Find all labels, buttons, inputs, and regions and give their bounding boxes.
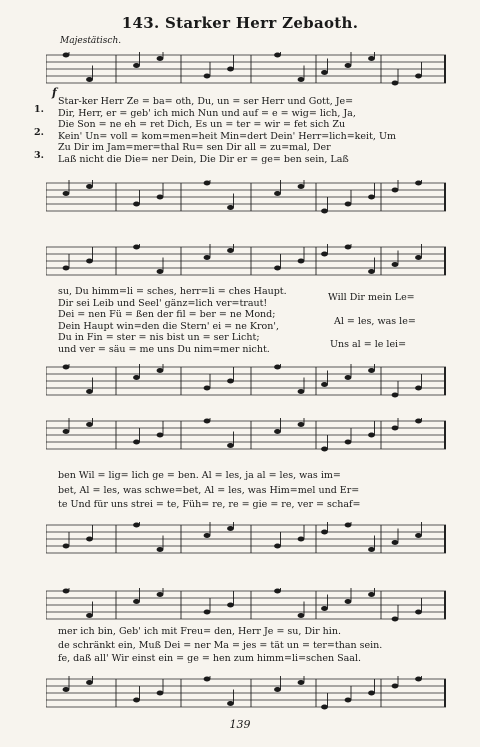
verse-number: 2. (34, 127, 44, 138)
note-head (204, 677, 211, 682)
note-head (133, 599, 140, 604)
note-head (321, 70, 328, 75)
note-head (157, 592, 164, 597)
note-head (298, 184, 305, 189)
note-head (368, 592, 375, 597)
lyric-line: te Und für uns strei = te, Füh= re, re = gie = re, ver = schaf= (58, 499, 361, 511)
lyric-line: Die Son = ne eh = ret Dich, Es un = ter = wir = fet sich Zu (58, 119, 346, 131)
note-head (298, 537, 305, 542)
treble-staff-2 (46, 244, 446, 276)
note-head (321, 447, 328, 452)
note-head (274, 589, 281, 594)
lyric-line: Star-ker Herr Ze = ba= oth, Du, un = ser Herr und Gott, Je= (58, 96, 354, 107)
note-head (274, 191, 281, 196)
note-head (86, 537, 93, 542)
note-head (86, 389, 93, 394)
lyric-line: mer ich bin, Geb' ich mit Freu= den, Herr Je = su, Dir hin. (58, 626, 341, 637)
note-head (86, 77, 93, 82)
note-head (368, 691, 375, 696)
note-head (345, 440, 352, 445)
note-head (321, 252, 328, 257)
bass-staff-3 (46, 522, 446, 554)
note-head (368, 269, 375, 274)
lyric-line: ben Wil = lig= lich ge = ben. Al = les, ja al = les, was im= (58, 470, 341, 481)
bass-staff-2 (46, 364, 446, 396)
note-head (63, 544, 70, 549)
lyric-line: bet, Al = les, was schwe=bet, Al = les, was Him=mel und Er= (58, 484, 360, 496)
page-number: 139 (229, 718, 251, 731)
note-head (345, 202, 352, 207)
note-head (392, 188, 399, 193)
staff-lines (46, 676, 446, 710)
note-head (298, 77, 305, 82)
note-head (392, 617, 399, 622)
staff-lines (46, 180, 446, 214)
lyric-line: Dir sei Leib und Seel' gänz=lich ver=traut! (58, 297, 268, 309)
note-head (274, 53, 281, 58)
note-head (227, 67, 234, 72)
bass-staff-4 (46, 676, 446, 708)
note-head (321, 382, 328, 387)
note-head (157, 368, 164, 373)
note-head (63, 191, 70, 196)
staff-lines (46, 588, 446, 622)
note-head (415, 677, 422, 682)
lyrics-block-3 (58, 470, 438, 511)
verse-number: 1. (34, 104, 44, 115)
note-head (415, 419, 422, 424)
lyric-line: Zu Dir im Jam=mer=thal Ru= sen Dir all = zu=mal, Der (58, 142, 331, 154)
note-head (274, 687, 281, 692)
note-head (204, 610, 211, 615)
refrain-text: Will Dir mein Le= (328, 292, 415, 303)
dynamic-marking: f (52, 86, 57, 99)
note-head (86, 422, 93, 427)
note-head (227, 248, 234, 253)
note-head (133, 63, 140, 68)
note-head (345, 63, 352, 68)
note-head (274, 365, 281, 370)
note-head (86, 259, 93, 264)
staff-lines (46, 522, 446, 556)
note-head (415, 610, 422, 615)
note-head (227, 701, 234, 706)
staff-lines (46, 418, 446, 452)
note-head (204, 181, 211, 186)
note-head (368, 433, 375, 438)
note-head (345, 523, 352, 528)
note-head (415, 181, 422, 186)
note-head (392, 540, 399, 545)
note-head (345, 375, 352, 380)
lyrics-block-4 (58, 626, 438, 665)
note-head (392, 81, 399, 86)
note-head (298, 613, 305, 618)
note-head (133, 245, 140, 250)
note-head (204, 419, 211, 424)
note-head (133, 375, 140, 380)
note-head (321, 705, 328, 710)
treble-staff-4 (46, 588, 446, 620)
lyric-line: de schränkt ein, Muß Dei = ner Ma = jes = tät un = ter=than sein. (58, 639, 383, 651)
note-head (415, 74, 422, 79)
note-head (298, 259, 305, 264)
note-head (392, 393, 399, 398)
note-head (345, 245, 352, 250)
treble-staff-1 (46, 52, 446, 84)
lyrics-block-2 (58, 286, 318, 356)
note-head (63, 53, 70, 58)
note-head (227, 603, 234, 608)
note-head (345, 698, 352, 703)
note-head (392, 684, 399, 689)
note-head (133, 440, 140, 445)
lyric-line: und ver = säu = me uns Du nim=mer nicht. (58, 343, 270, 355)
lyric-line: Laß nicht die Die= ner Dein, Die Dir er = ge= ben sein, Laß (58, 153, 349, 165)
note-head (227, 443, 234, 448)
lyric-line: Kein' Un= voll = kom=men=heit Min=dert Dein' Herr=lich=keit, Um (58, 130, 396, 142)
bass-staff-1 (46, 180, 446, 212)
lyrics-block-1 (58, 96, 438, 166)
note-head (63, 365, 70, 370)
note-head (415, 533, 422, 538)
note-head (298, 422, 305, 427)
staff-lines (46, 244, 446, 278)
note-head (298, 680, 305, 685)
note-head (204, 74, 211, 79)
note-head (86, 184, 93, 189)
note-head (368, 368, 375, 373)
lyric-line: su, Du himm=li = sches, herr=li = ches Haupt. (58, 286, 287, 297)
note-head (63, 266, 70, 271)
note-head (86, 613, 93, 618)
note-head (204, 255, 211, 260)
refrain-text: Uns al = le lei= (330, 339, 407, 350)
treble-staff-3 (46, 418, 446, 450)
lyric-line: Dein Haupt win=den die Stern' ei = ne Kron', (58, 320, 280, 332)
lyric-line: Dir, Herr, er = geb' ich mich Nun und auf = e = wig= lich, Ja, (58, 107, 356, 119)
note-head (321, 606, 328, 611)
note-head (86, 680, 93, 685)
note-head (321, 530, 328, 535)
note-head (133, 523, 140, 528)
note-head (157, 691, 164, 696)
note-head (321, 209, 328, 214)
note-head (298, 389, 305, 394)
note-head (227, 526, 234, 531)
note-head (415, 255, 422, 260)
note-head (368, 195, 375, 200)
refrain-text: Al = les, was le= (334, 316, 416, 327)
note-head (345, 599, 352, 604)
note-head (368, 547, 375, 552)
note-head (274, 266, 281, 271)
note-head (274, 544, 281, 549)
note-head (227, 379, 234, 384)
staff-lines (46, 52, 446, 86)
note-head (204, 386, 211, 391)
note-head (157, 195, 164, 200)
note-head (157, 433, 164, 438)
note-head (157, 547, 164, 552)
staff-lines (46, 364, 446, 398)
note-head (63, 589, 70, 594)
note-head (227, 205, 234, 210)
note-head (368, 56, 375, 61)
note-head (133, 202, 140, 207)
note-head (274, 429, 281, 434)
verse-number: 3. (34, 150, 44, 161)
note-head (63, 687, 70, 692)
lyric-line: fe, daß all' Wir einst ein = ge = hen zum himm=li=schen Saal. (58, 653, 361, 665)
note-head (63, 429, 70, 434)
lyric-line: Du in Fin = ster = nis bist un = ser Licht; (58, 332, 260, 344)
note-head (392, 426, 399, 431)
note-head (157, 269, 164, 274)
note-head (133, 698, 140, 703)
note-head (157, 56, 164, 61)
lyric-line: Dei = nen Fü = ßen der fil = ber = ne Mond; (58, 309, 276, 321)
note-head (415, 386, 422, 391)
tempo-marking: Majestätisch. (60, 36, 122, 46)
note-head (392, 262, 399, 267)
note-head (204, 533, 211, 538)
hymn-title: 143. Starker Herr Zebaoth. (121, 14, 359, 32)
